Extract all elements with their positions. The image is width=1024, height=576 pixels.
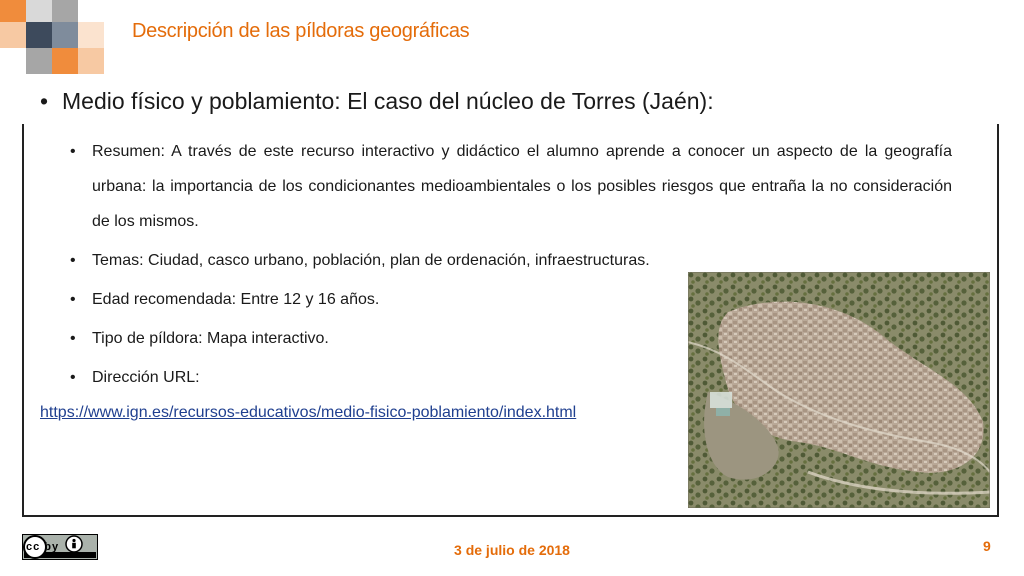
- heading-bullet: •: [40, 88, 49, 114]
- page-number: 9: [983, 538, 991, 554]
- logo-tile: [0, 0, 26, 22]
- list-item-topics: • Temas: Ciudad, casco urbano, población, plan de ordenación, infraestructuras.: [70, 243, 952, 278]
- logo-tile: [0, 22, 26, 48]
- section-heading: [40, 88, 714, 115]
- logo-tile: [26, 22, 52, 48]
- aerial-town-photo: [688, 272, 990, 508]
- logo-tile: [78, 48, 104, 74]
- page-title: Descripción de las píldoras geográficas: [132, 20, 470, 42]
- list-item-type: • Tipo de píldora: Mapa interactivo.: [70, 321, 952, 356]
- license-badge-text: cc by: [26, 541, 60, 553]
- resource-url-link[interactable]: https://www.ign.es/recursos-educativos/medio-fisico-poblamiento/index.html: [40, 404, 577, 421]
- logo-tile: [26, 48, 52, 74]
- section-heading-text: Medio físico y poblamiento: El caso del núcleo de Torres (Jaén):: [62, 88, 714, 114]
- logo-tile: [78, 22, 104, 48]
- logo-tile: [52, 0, 78, 22]
- list-item-url-label: • Dirección URL:: [70, 360, 952, 395]
- logo-tile: [52, 48, 78, 74]
- footer-date: 3 de julio de 2018: [454, 542, 570, 558]
- list-item-summary: • Resumen: A través de este recurso interactivo y didáctico el alumno aprende a conocer un aspecto de la geografía urbana: la importancia de los condicionantes medioambientales o los posibles riesgos que entraña la no consideración de los mismos.: [70, 134, 952, 239]
- list-item-age: • Edad recomendada: Entre 12 y 16 años.: [70, 282, 952, 317]
- logo-tile: [52, 22, 78, 48]
- logo-tile: [26, 0, 52, 22]
